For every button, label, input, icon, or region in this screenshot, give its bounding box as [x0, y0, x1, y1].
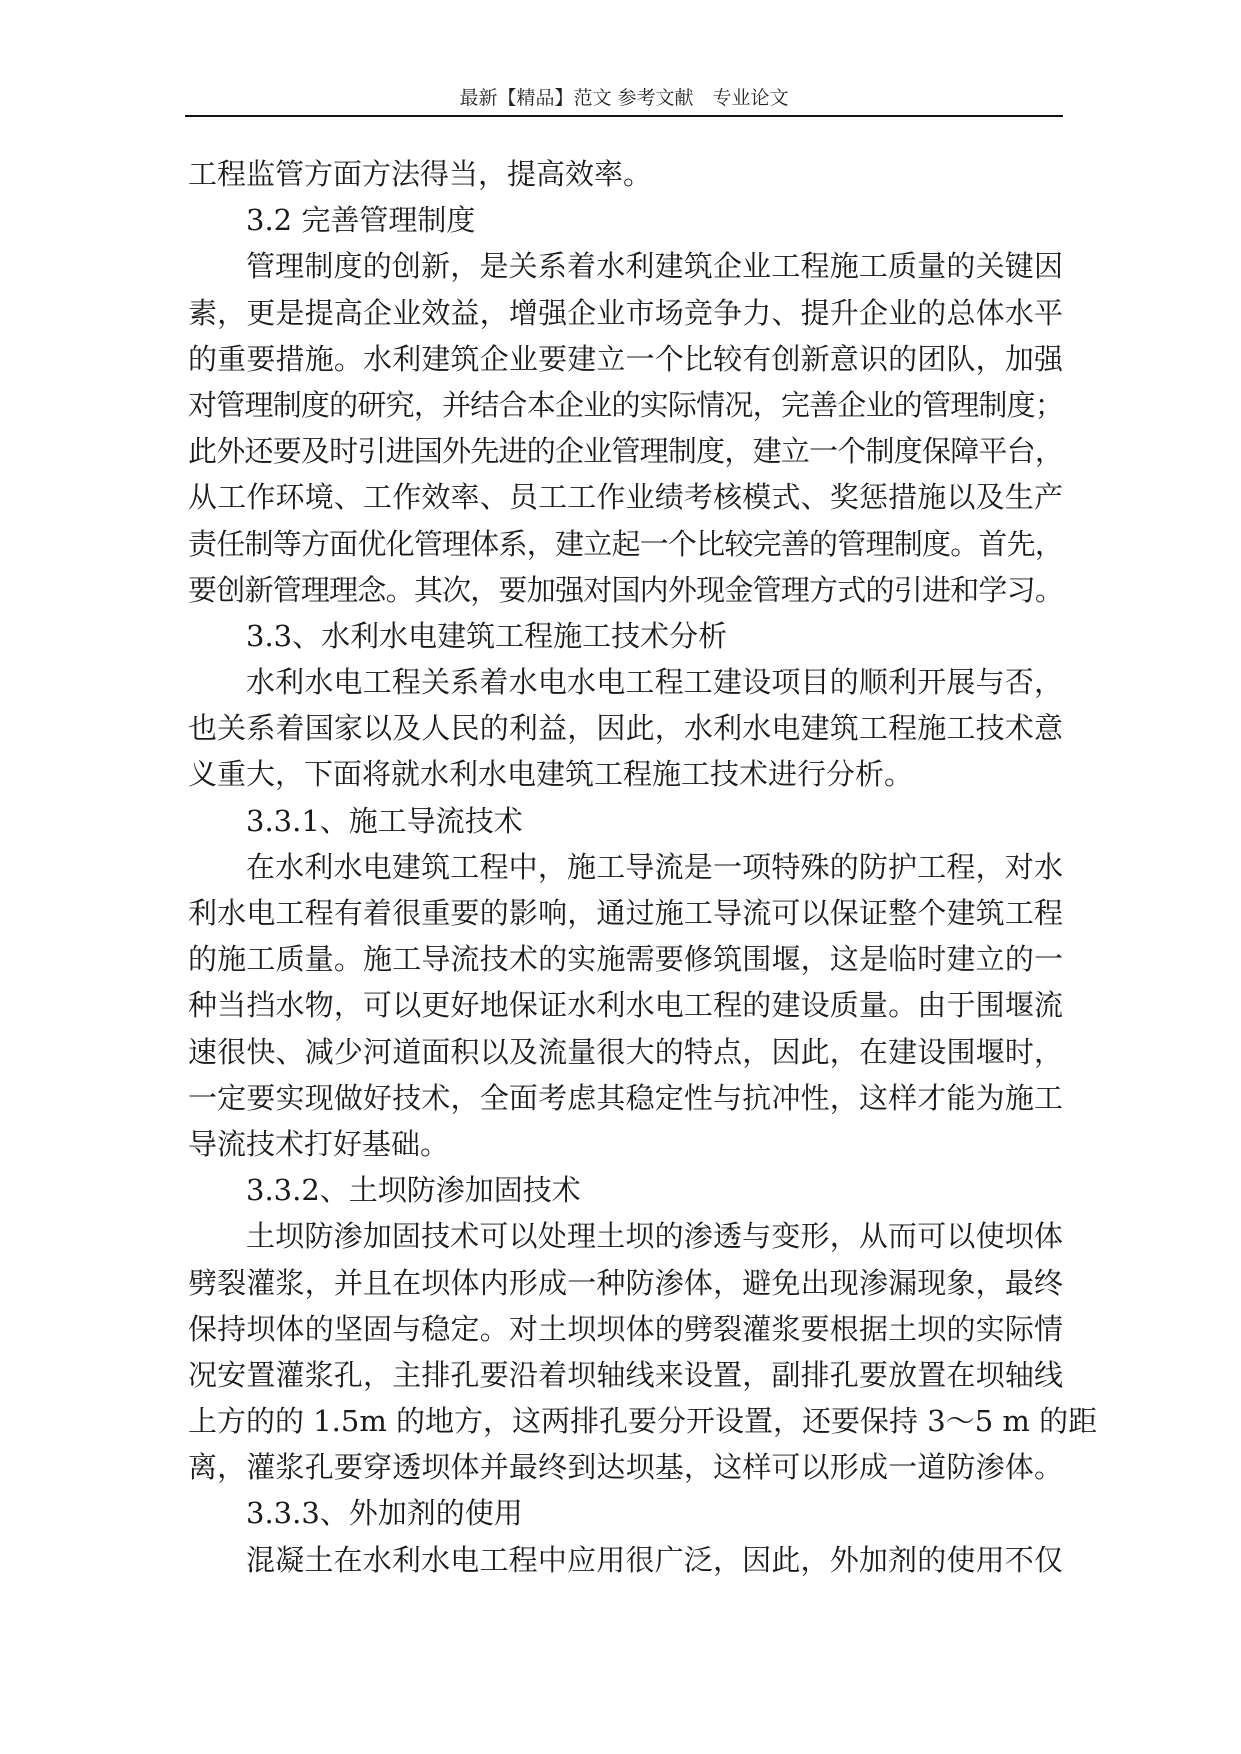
- paragraph-continuation: [188, 151, 1063, 197]
- body-line: 一定要实现做好技术，全面考虑其稳定性与抗冲性，这样才能为施工: [188, 1080, 1063, 1115]
- header-divider: [185, 115, 1063, 117]
- body-line: 也关系着国家以及人民的利益，因此，水利水电建筑工程施工技术意: [188, 711, 1063, 746]
- body-line: 劈裂灌浆，并且在坝体内形成一种防渗体，避免出现渗漏现象，最终: [188, 1265, 1063, 1300]
- body-line: 利水电工程有着很重要的影响，通过施工导流可以保证整个建筑工程: [188, 896, 1063, 930]
- body-line: 保持坝体的坚固与稳定。对土坝坝体的劈裂灌浆要根据土坝的实际情: [188, 1311, 1063, 1346]
- section-heading: 3.3.3、外加剂的使用: [246, 1496, 523, 1531]
- page-header: 最新【精品】范文 参考文献 专业论文: [459, 87, 789, 109]
- section-3-3-2: [188, 1167, 1098, 1490]
- body-line: 管理制度的创新，是关系着水利建筑企业工程施工质量的关键因: [246, 249, 1063, 284]
- section-heading: 3.3、水利水电建筑工程施工技术分析: [246, 618, 728, 653]
- body-line: 上方的的 1.5m 的地方，这两排孔要分开设置，还要保持 3～5 m 的距: [188, 1404, 1098, 1439]
- body-line: 责任制等方面优化管理体系，建立起一个比较完善的管理制度。首先，: [188, 526, 1063, 561]
- section-3-3: [188, 613, 1063, 798]
- body-line: 在水利水电建筑工程中，施工导流是一项特殊的防护工程，对水: [246, 849, 1063, 884]
- section-3-3-3: [188, 1490, 1063, 1582]
- body-line: 的施工质量。施工导流技术的实施需要修筑围堰，这是临时建立的一: [188, 942, 1063, 977]
- section-3-3-1: [188, 798, 1063, 1168]
- body-line: 速很快、减少河道面积以及流量很大的特点，因此，在建设围堰时，: [188, 1034, 1063, 1069]
- body-line: 的重要措施。水利建筑企业要建立一个比较有创新意识的团队，加强: [188, 341, 1063, 376]
- body-line: 况安置灌浆孔，主排孔要沿着坝轴线来设置，副排孔要放置在坝轴线: [188, 1357, 1063, 1392]
- body-line: 此外还要及时引进国外先进的企业管理制度，建立一个制度保障平台，: [188, 434, 1063, 469]
- body-line: 从工作环境、工作效率、员工工作业绩考核模式、奖惩措施以及生产: [188, 480, 1063, 515]
- body-line: 水利水电工程关系着水电水电工程工建设项目的顺利开展与否，: [246, 665, 1063, 700]
- section-heading: 3.3.1、施工导流技术: [246, 803, 523, 838]
- body-line: 义重大，下面将就水利水电建筑工程施工技术进行分析。: [188, 757, 914, 792]
- section-heading: 3.2 完善管理制度: [246, 203, 476, 238]
- section-heading: 3.3.2、土坝防渗加固技术: [246, 1173, 581, 1208]
- body-line: 素，更是提高企业效益，增强企业市场竞争力、提升企业的总体水平: [188, 295, 1063, 330]
- section-3-2: [188, 197, 1063, 613]
- document-body: [188, 151, 1098, 1583]
- body-line: 要创新管理理念。其次，要加强对国内外现金管理方式的引进和学习。: [188, 572, 1063, 607]
- body-line: 对管理制度的研究，并结合本企业的实际情况，完善企业的管理制度；: [188, 387, 1063, 422]
- body-line: 工程监管方面方法得当，提高效率。: [188, 157, 653, 191]
- body-line: 土坝防渗加固技术可以处理土坝的渗透与变形，从而可以使坝体: [246, 1219, 1063, 1254]
- body-line: 导流技术打好基础。: [188, 1126, 450, 1161]
- body-line: 离，灌浆孔要穿透坝体并最终到达坝基，这样可以形成一道防渗体。: [188, 1450, 1063, 1485]
- body-line: 混凝土在水利水电工程中应用很广泛，因此，外加剂的使用不仅: [246, 1542, 1063, 1577]
- body-line: 种当挡水物，可以更好地保证水利水电工程的建设质量。由于围堰流: [188, 988, 1063, 1023]
